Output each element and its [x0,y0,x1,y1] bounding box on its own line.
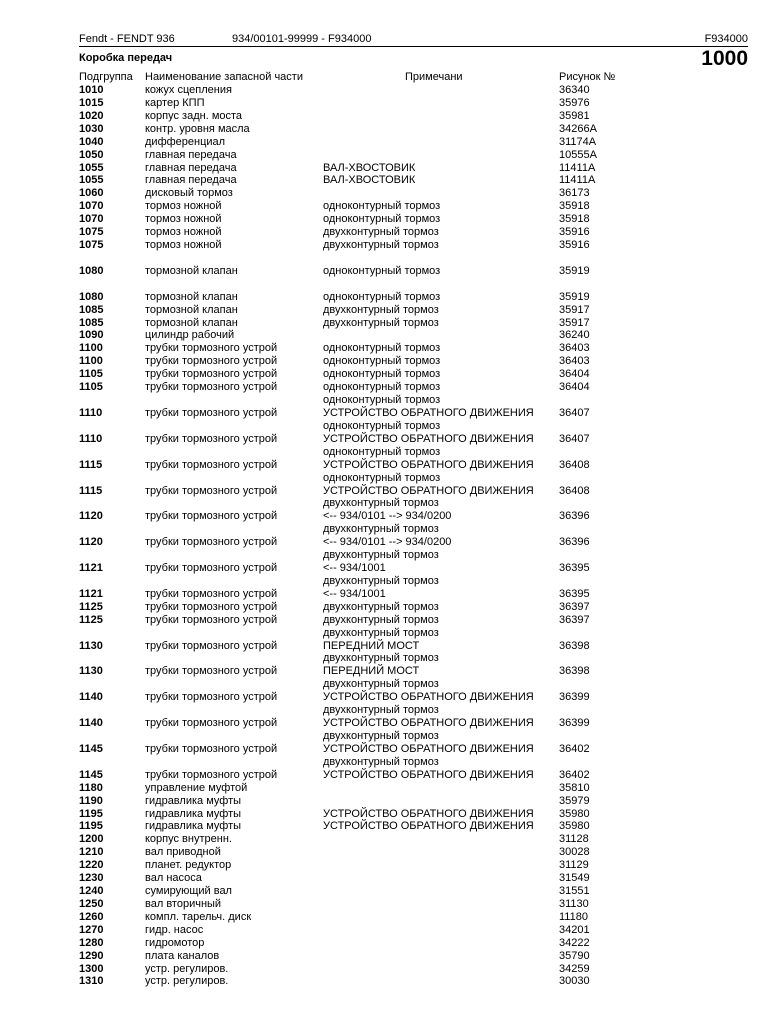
row-subgroup: 1105 [79,368,103,381]
row-subgroup: 1015 [79,96,104,109]
row-note: одноконтурный тормоз [323,471,441,484]
row-subgroup: 1055 [79,174,104,187]
row-part-name: кожух сцепления [145,84,232,96]
row-part-name: гидромотор [145,936,205,949]
row-part-name: трубки тормозного устрой [145,510,278,523]
row-part-name: трубки тормозного устрой [145,691,278,704]
row-subgroup: 1270 [79,923,104,936]
row-figure-number: 36403 [559,355,590,368]
row-part-name: тормозной клапан [145,290,238,303]
row-note: двухконтурный тормоз [323,755,439,768]
row-note: <-- 934/0101 --> 934/0200 [323,510,452,523]
row-subgroup: 1075 [79,226,104,239]
row-note: двухконтурный тормоз [323,678,439,691]
row-figure-number: 31129 [559,859,589,872]
row-part-name: гидр. насос [145,923,204,936]
row-subgroup: 1010 [79,84,104,96]
row-part-name: устр. регулиров. [145,962,229,975]
row-part-name: главная передача [145,174,237,187]
row-figure-number: 35976 [559,96,590,109]
row-figure-number: 36408 [559,484,590,497]
row-subgroup: 1280 [79,936,104,949]
row-figure-number: 34201 [559,923,590,936]
row-part-name: трубки тормозного устрой [145,342,278,355]
row-part-name: планет. редуктор [145,859,232,872]
row-part-name: сумирующий вал [145,885,232,898]
row-subgroup: 1100 [79,342,103,355]
header-range: 934/00101-99999 - F934000 [232,33,372,45]
row-subgroup: 1020 [79,109,104,122]
row-figure-number: 31174A [559,135,597,148]
row-part-name: тормозной клапан [145,316,238,329]
row-note: УСТРОЙСТВО ОБРАТНОГО ДВИЖЕНИЯ [323,768,534,781]
row-figure-number: 35917 [559,303,590,316]
row-figure-number: 36398 [559,665,590,678]
row-note: УСТРОЙСТВО ОБРАТНОГО ДВИЖЕНИЯ [323,691,534,704]
row-note: УСТРОЙСТВО ОБРАТНОГО ДВИЖЕНИЯ [323,717,534,730]
row-note: одноконтурный тормоз [323,419,441,432]
row-figure-number: 36399 [559,691,590,704]
row-figure-number: 11180 [559,910,588,923]
row-part-name: главная передача [145,148,237,161]
column-header-figure: Рисунок № [559,71,616,83]
row-figure-number: 34259 [559,962,590,975]
row-figure-number: 36407 [559,432,590,445]
row-figure-number: 36240 [559,329,590,342]
row-figure-number: 36395 [559,562,590,575]
row-part-name: корпус внутренн. [145,833,232,846]
row-part-name: трубки тормозного устрой [145,717,278,730]
row-subgroup: 1290 [79,949,104,962]
row-note: УСТРОЙСТВО ОБРАТНОГО ДВИЖЕНИЯ [323,820,534,833]
row-note: УСТРОЙСТВО ОБРАТНОГО ДВИЖЕНИЯ [323,407,534,419]
row-note: одноконтурный тормоз [323,213,441,226]
row-note: одноконтурный тормоз [323,381,441,394]
row-subgroup: 1115 [79,458,103,471]
row-figure-number: 35919 [559,264,590,277]
row-part-name: контр. уровня масла [145,122,250,135]
row-figure-number: 36402 [559,742,590,755]
row-subgroup: 1125 [79,613,103,626]
row-part-name: трубки тормозного устрой [145,587,278,600]
row-note: УСТРОЙСТВО ОБРАТНОГО ДВИЖЕНИЯ [323,807,534,820]
row-figure-number: 36395 [559,587,590,600]
row-note: одноконтурный тормоз [323,290,441,303]
header-model: Fendt - FENDT 936 [79,33,175,45]
row-note: <-- 934/1001 [323,587,386,600]
row-part-name: тормозной клапан [145,303,238,316]
row-subgroup: 1090 [79,329,104,342]
row-subgroup: 1080 [79,290,104,303]
row-part-name: трубки тормозного устрой [145,355,278,368]
row-subgroup: 1080 [79,264,104,277]
row-note: двухконтурный тормоз [323,316,439,329]
row-subgroup: 1085 [79,303,104,316]
row-figure-number: 35790 [559,949,590,962]
row-figure-number: 36397 [559,600,590,613]
row-note: ПЕРЕДНИЙ МОСТ [323,639,420,652]
row-figure-number: 35980 [559,807,590,820]
row-figure-number: 36408 [559,458,590,471]
row-subgroup: 1070 [79,200,104,213]
row-figure-number: 36340 [559,84,590,96]
row-figure-number: 35916 [559,226,590,239]
row-figure-number: 34222 [559,936,590,949]
row-part-name: вал приводной [145,846,221,859]
row-part-name: корпус задн. моста [145,109,243,122]
row-part-name: гидравлика муфты [145,807,242,820]
row-subgroup: 1100 [79,355,103,368]
row-note: двухконтурный тормоз [323,574,439,587]
row-note: двухконтурный тормоз [323,600,439,613]
row-figure-number: 30028 [559,846,590,859]
row-figure-number: 35917 [559,316,590,329]
row-figure-number: 35980 [559,820,590,833]
row-subgroup: 1140 [79,717,103,730]
row-note: одноконтурный тормоз [323,264,441,277]
row-note: двухконтурный тормоз [323,549,439,562]
row-figure-number: 35918 [559,200,590,213]
row-note: УСТРОЙСТВО ОБРАТНОГО ДВИЖЕНИЯ [323,432,534,445]
row-subgroup: 1121 [79,562,103,575]
row-subgroup: 1110 [79,407,103,419]
row-part-name: трубки тормозного устрой [145,613,278,626]
row-subgroup: 1060 [79,187,104,200]
row-figure-number: 36397 [559,613,590,626]
row-subgroup: 1130 [79,639,103,652]
row-subgroup: 1125 [79,600,103,613]
row-subgroup: 1070 [79,213,104,226]
row-subgroup: 1115 [79,484,103,497]
row-figure-number: 36404 [559,368,590,381]
row-figure-number: 30030 [559,975,590,988]
row-figure-number: 31549 [559,872,590,885]
row-subgroup: 1120 [79,536,103,549]
row-part-name: картер КПП [145,96,205,109]
row-part-name: трубки тормозного устрой [145,742,278,755]
row-note: двухконтурный тормоз [323,239,439,252]
row-part-name: устр. регулиров. [145,975,229,988]
row-note: одноконтурный тормоз [323,445,441,458]
row-part-name: дисковый тормоз [145,187,233,200]
row-figure-number: 36399 [559,717,590,730]
row-note: двухконтурный тормоз [323,652,439,665]
row-note: двухконтурный тормоз [323,613,439,626]
row-part-name: вал насоса [145,872,202,885]
row-note: двухконтурный тормоз [323,226,439,239]
row-figure-number: 35981 [559,109,590,122]
row-subgroup: 1085 [79,316,104,329]
row-part-name: вал вторичный [145,897,222,910]
row-figure-number: 35918 [559,213,590,226]
row-subgroup: 1250 [79,897,104,910]
row-subgroup: 1030 [79,122,104,135]
row-subgroup: 1110 [79,432,103,445]
row-subgroup: 1240 [79,885,104,898]
row-note: двухконтурный тормоз [323,704,439,717]
row-note: двухконтурный тормоз [323,303,439,316]
row-subgroup: 1300 [79,962,104,975]
row-part-name: тормоз ножной [145,213,222,226]
row-part-name: тормоз ножной [145,239,222,252]
row-figure-number: 11411A [559,161,596,174]
row-figure-number: 36396 [559,536,590,549]
row-note: УСТРОЙСТВО ОБРАТНОГО ДВИЖЕНИЯ [323,484,534,497]
row-part-name: тормоз ножной [145,200,222,213]
row-part-name: компл. тарельч. диск [145,910,252,923]
row-subgroup: 1190 [79,794,103,807]
row-figure-number: 35979 [559,794,590,807]
column-header-subgroup: Подгруппа [79,71,133,83]
row-part-name: плата каналов [145,949,220,962]
row-part-name: трубки тормозного устрой [145,639,278,652]
row-subgroup: 1260 [79,910,104,923]
row-subgroup: 1121 [79,587,103,600]
row-note: одноконтурный тормоз [323,394,441,407]
row-figure-number: 35916 [559,239,590,252]
row-subgroup: 1195 [79,807,103,820]
column-header-name: Наименование запасной части [145,71,303,83]
row-part-name: трубки тормозного устрой [145,768,278,781]
row-note: ПЕРЕДНИЙ МОСТ [323,665,420,678]
row-part-name: дифференциал [145,135,226,148]
row-note: двухконтурный тормоз [323,730,439,742]
row-part-name: трубки тормозного устрой [145,432,278,445]
row-part-name: цилиндр рабочий [145,329,235,342]
row-note: <-- 934/1001 [323,562,386,575]
row-part-name: трубки тормозного устрой [145,536,278,549]
row-figure-number: 35810 [559,781,590,794]
row-note: двухконтурный тормоз [323,497,439,510]
row-subgroup: 1200 [79,833,104,846]
row-part-name: гидравлика муфты [145,820,242,833]
row-subgroup: 1210 [79,846,104,859]
row-part-name: трубки тормозного устрой [145,562,278,575]
row-subgroup: 1145 [79,742,103,755]
row-figure-number: 34266A [559,122,597,135]
header-code: F934000 [704,33,748,45]
row-figure-number: 36403 [559,342,590,355]
row-figure-number: 31128 [559,833,589,846]
row-figure-number: 36404 [559,381,590,394]
row-subgroup: 1055 [79,161,104,174]
row-part-name: трубки тормозного устрой [145,458,278,471]
row-note: УСТРОЙСТВО ОБРАТНОГО ДВИЖЕНИЯ [323,458,534,471]
row-figure-number: 31551 [559,885,590,898]
row-subgroup: 1195 [79,820,103,833]
row-figure-number: 36173 [559,187,590,200]
row-note: ВАЛ-ХВОСТОВИК [323,161,416,174]
row-subgroup: 1145 [79,768,103,781]
row-subgroup: 1130 [79,665,103,678]
row-subgroup: 1180 [79,781,103,794]
row-part-name: гидравлика муфты [145,794,242,807]
row-figure-number: 11411A [559,174,596,187]
row-note: одноконтурный тормоз [323,368,441,381]
row-note: ВАЛ-ХВОСТОВИК [323,174,416,187]
section-title: Коробка передач [79,52,173,64]
row-subgroup: 1220 [79,859,104,872]
row-note: одноконтурный тормоз [323,355,441,368]
row-subgroup: 1310 [79,975,104,988]
row-part-name: тормозной клапан [145,264,238,277]
section-number: 1000 [701,47,748,70]
row-subgroup: 1120 [79,510,103,523]
row-figure-number: 10555A [559,148,597,161]
column-header-notes: Примечани [405,71,463,83]
row-part-name: управление муфтой [145,781,248,794]
row-part-name: трубки тормозного устрой [145,381,278,394]
row-note: одноконтурный тормоз [323,342,441,355]
row-subgroup: 1050 [79,148,104,161]
row-subgroup: 1040 [79,135,104,148]
row-figure-number: 35919 [559,290,590,303]
row-part-name: трубки тормозного устрой [145,665,278,678]
row-part-name: трубки тормозного устрой [145,368,278,381]
row-subgroup: 1105 [79,381,103,394]
row-part-name: трубки тормозного устрой [145,600,278,613]
row-note: двухконтурный тормоз [323,626,439,639]
row-subgroup: 1230 [79,872,104,885]
row-note: УСТРОЙСТВО ОБРАТНОГО ДВИЖЕНИЯ [323,742,534,755]
row-subgroup: 1140 [79,691,103,704]
row-note: <-- 934/0101 --> 934/0200 [323,536,452,549]
row-figure-number: 36396 [559,510,590,523]
row-part-name: трубки тормозного устрой [145,407,278,419]
row-figure-number: 31130 [559,897,589,910]
row-figure-number: 36407 [559,407,590,419]
row-figure-number: 36398 [559,639,590,652]
row-note: двухконтурный тормоз [323,523,439,536]
row-part-name: трубки тормозного устрой [145,484,278,497]
row-figure-number: 36402 [559,768,590,781]
row-subgroup: 1075 [79,239,104,252]
row-part-name: главная передача [145,161,237,174]
row-note: одноконтурный тормоз [323,200,441,213]
row-part-name: тормоз ножной [145,226,222,239]
